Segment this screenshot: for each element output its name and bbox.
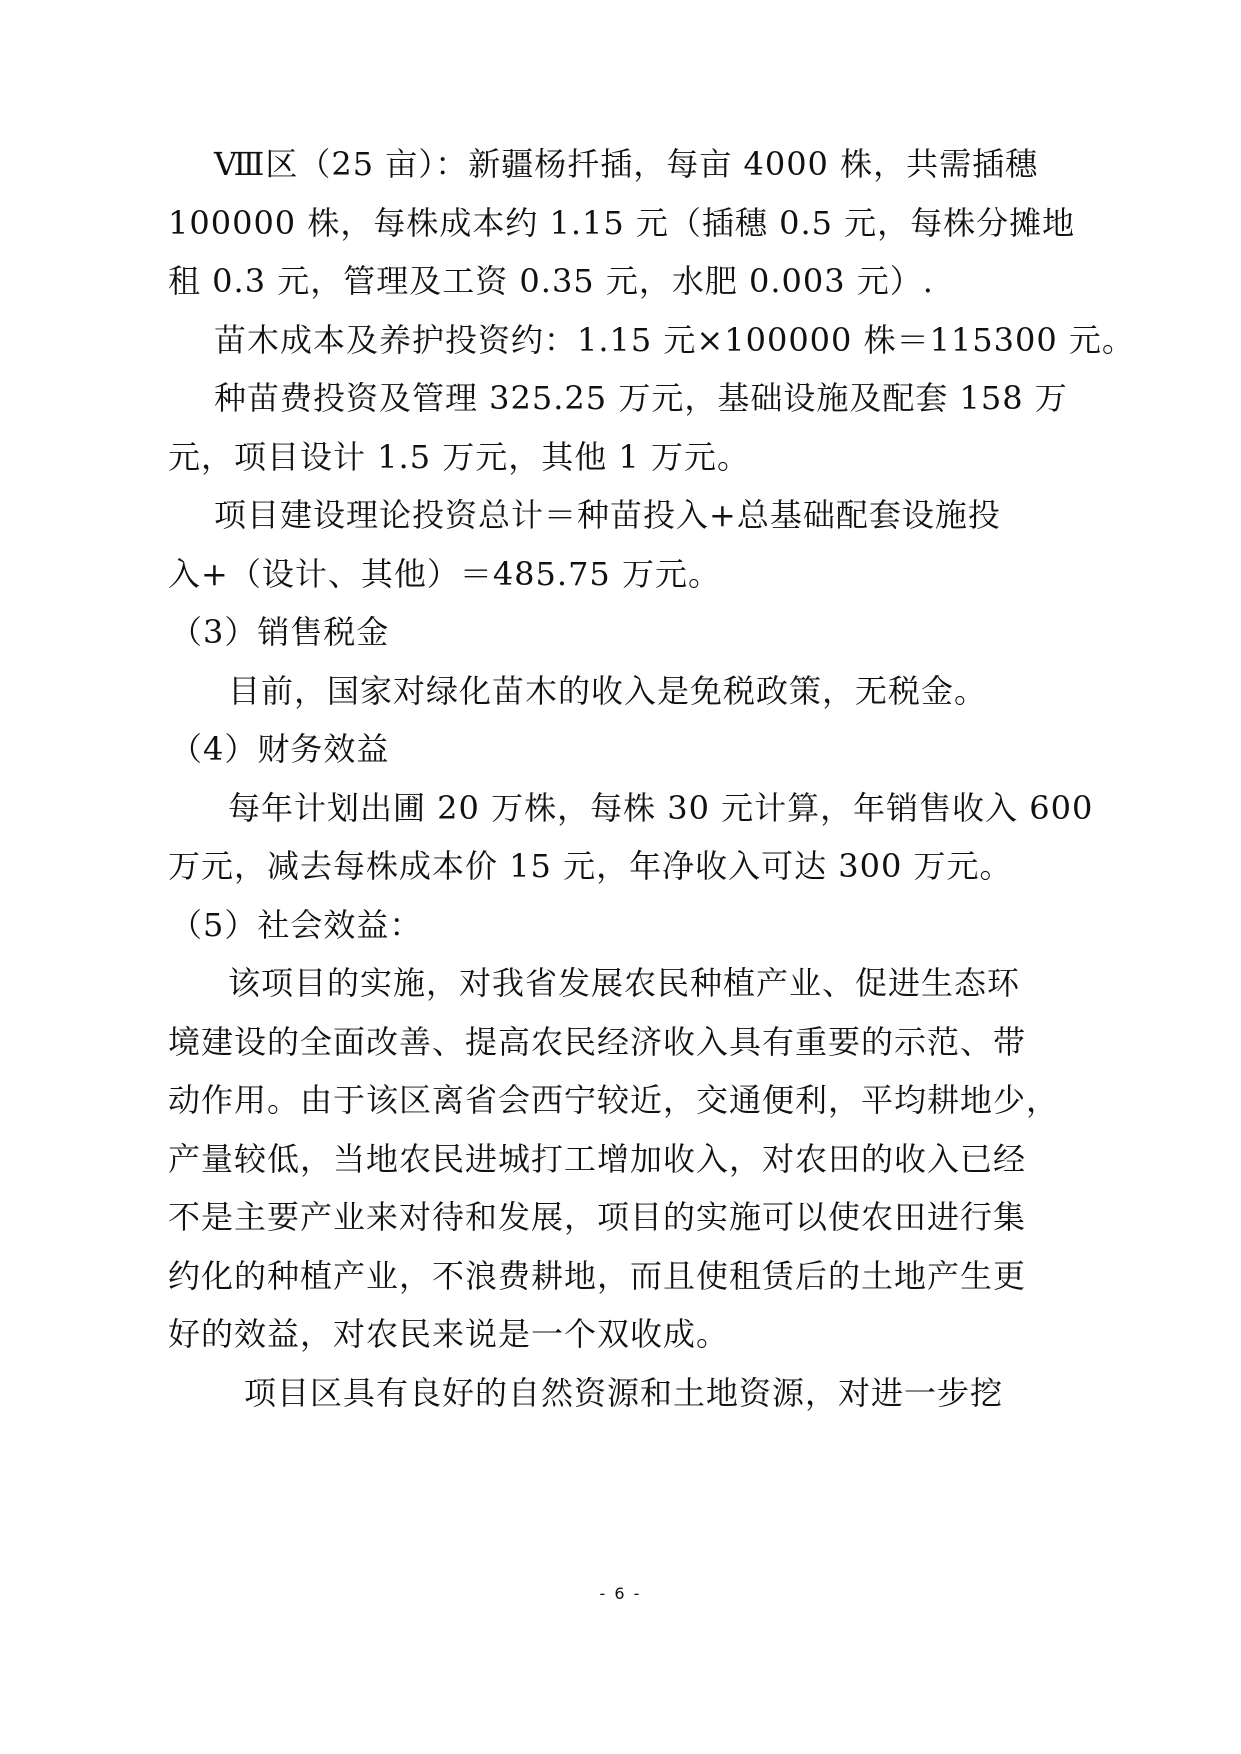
body-text-line: 租 0.3 元，管理及工资 0.35 元，水肥 0.003 元）. (168, 262, 934, 300)
section-heading: （3）销售税金 (170, 613, 390, 651)
body-text-line: 约化的种植产业，不浪费耕地，而且使租赁后的土地产生更 (168, 1257, 1027, 1295)
section-heading: （4）财务效益 (170, 730, 390, 768)
body-text-line: 入+（设计、其他）＝485.75 万元。 (168, 555, 721, 593)
body-text-line: 100000 株，每株成本约 1.15 元（插穗 0.5 元，每株分摊地 (168, 204, 1076, 242)
body-text-line: 种苗费投资及管理 325.25 万元，基础设施及配套 158 万 (214, 379, 1068, 417)
body-text-line: 苗木成本及养护投资约：1.15 元×100000 株＝115300 元。 (214, 321, 1135, 359)
body-text-line: 好的效益，对农民来说是一个双收成。 (168, 1315, 730, 1353)
body-text-line: 产量较低，当地农民进城打工增加收入，对农田的收入已经 (168, 1140, 1027, 1178)
body-text-line: 动作用。由于该区离省会西宁较近，交通便利，平均耕地少， (168, 1081, 1060, 1119)
body-text-line: 项目建设理论投资总计＝种苗投入+总基础配套设施投 (214, 496, 1001, 534)
body-text-line: 万元，减去每株成本价 15 元，年净收入可达 300 万元。 (168, 847, 1013, 885)
body-text-line: 元，项目设计 1.5 万元，其他 1 万元。 (168, 438, 750, 476)
body-text-line: 境建设的全面改善、提高农民经济收入具有重要的示范、带 (168, 1023, 1027, 1061)
body-text-line: 该项目的实施，对我省发展农民种植产业、促进生态环 (228, 964, 1021, 1002)
body-text-line: 项目区具有良好的自然资源和土地资源，对进一步挖 (244, 1374, 1004, 1412)
body-text-line: 不是主要产业来对待和发展，项目的实施可以使农田进行集 (168, 1198, 1027, 1236)
body-text-line: Ⅷ区（25 亩）：新疆杨扦插，每亩 4000 株，共需插穗 (214, 145, 1039, 183)
body-text-line: 目前，国家对绿化苗木的收入是免税政策，无税金。 (228, 672, 988, 710)
page-number: - 6 - (599, 1584, 642, 1603)
section-heading: （5）社会效益： (170, 906, 423, 944)
body-text-line: 每年计划出圃 20 万株，每株 30 元计算，年销售收入 600 (228, 789, 1094, 827)
